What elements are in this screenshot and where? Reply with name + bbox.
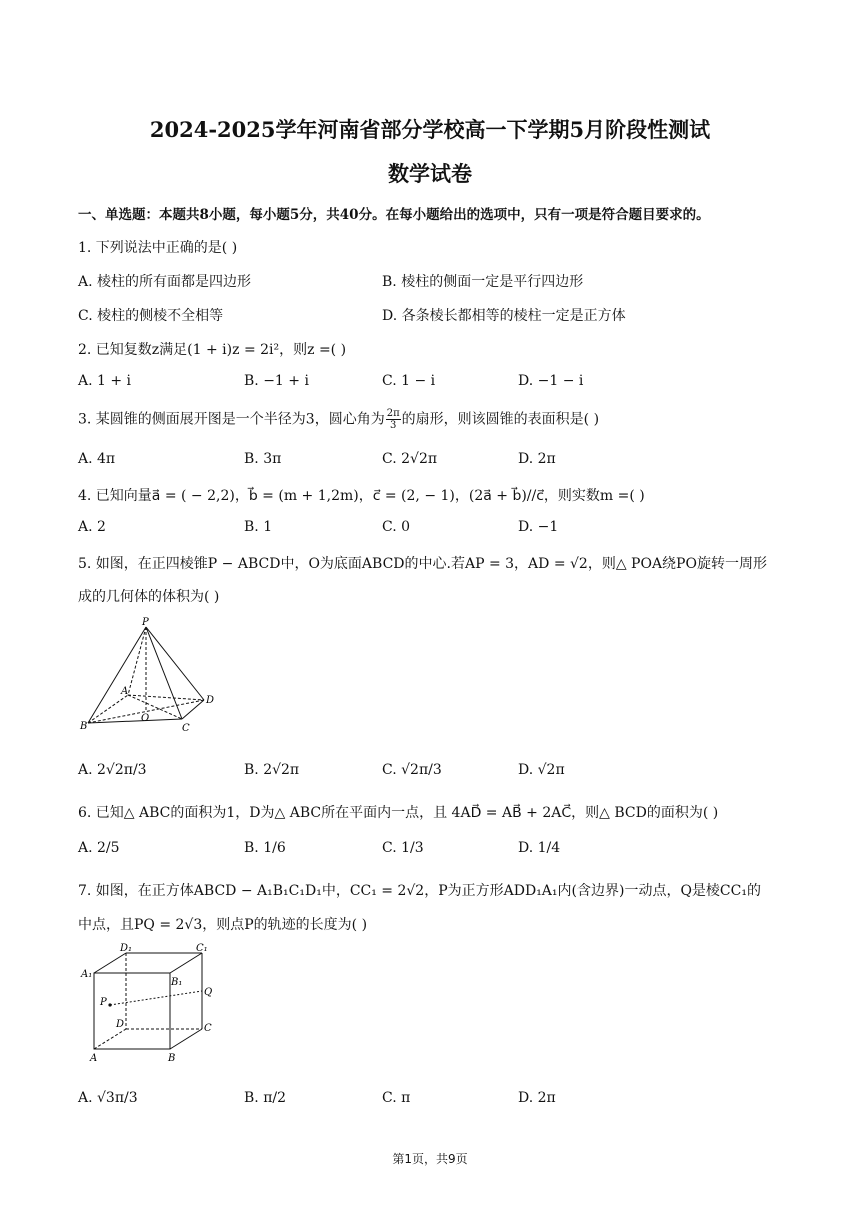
q5-option-d: D. √2π	[518, 762, 565, 778]
q1-option-a: A. 棱柱的所有面都是四边形	[78, 274, 252, 290]
question-5-stem-line1: 5. 如图，在正四棱锥P − ABCD中，O为底面ABCD的中心.若AP = 3，AD = √2，则△ POA绕PO旋转一周形	[78, 556, 767, 572]
label-c: C	[204, 1023, 212, 1034]
question-6-stem: 6. 已知△ ABC的面积为1，D为△ ABC所在平面内一点，且 4AD⃗ = AB⃗ + 2AC⃗，则△ BCD的面积为( )	[78, 805, 719, 821]
q1-option-d: D. 各条棱长都相等的棱柱一定是正方体	[382, 308, 626, 324]
question-7-stem-line2: 中点，且PQ = 2√3，则点P的轨迹的长度为( )	[78, 917, 368, 933]
label-a1: A₁	[81, 969, 93, 980]
question-5-stem-line2: 成的几何体的体积为( )	[78, 589, 220, 605]
q2-option-b: B. −1 + i	[244, 373, 309, 389]
label-o: O	[141, 713, 150, 724]
cube-figure	[78, 943, 228, 1065]
page-footer: 第1页，共9页	[392, 1152, 468, 1166]
q6-option-a: A. 2/5	[78, 840, 120, 856]
q1-option-c: C. 棱柱的侧棱不全相等	[78, 308, 224, 324]
label-c: C	[182, 723, 190, 734]
document-subtitle: 数学试卷	[388, 161, 472, 186]
q3-angle-fraction	[386, 408, 401, 431]
label-a: A	[90, 1053, 98, 1064]
q7-option-a: A. √3π/3	[78, 1090, 138, 1106]
q3-option-a: A. 4π	[78, 451, 116, 467]
q5-option-a: A. 2√2π/3	[78, 762, 147, 778]
q3-stem-part1: 3. 某圆锥的侧面展开图是一个半径为3，圆心角为	[78, 411, 385, 428]
q1-option-b: B. 棱柱的侧面一定是平行四边形	[382, 274, 584, 290]
q4-option-c: C. 0	[382, 519, 411, 535]
q3-option-b: B. 3π	[244, 451, 282, 467]
label-b: B	[80, 721, 88, 732]
q3-frac-num: 2π	[386, 408, 400, 419]
q5-option-b: B. 2√2π	[244, 762, 300, 778]
label-b1: B₁	[171, 977, 183, 988]
q6-option-d: D. 1/4	[518, 840, 561, 856]
document-title: 2024-2025学年河南省部分学校高一下学期5月阶段性测试	[149, 117, 711, 142]
q7-option-d: D. 2π	[518, 1090, 556, 1106]
label-b: B	[168, 1053, 176, 1064]
section-heading: 一、单选题：本题共8小题，每小题5分，共40分。在每小题给出的选项中，只有一项是符合题目要求的。	[78, 207, 710, 223]
label-d1: D₁	[120, 943, 133, 954]
q2-option-a: A. 1 + i	[78, 373, 132, 389]
q6-option-b: B. 1/6	[244, 840, 286, 856]
label-a: A	[121, 686, 129, 697]
question-7-stem-line1: 7. 如图，在正方体ABCD − A₁B₁C₁D₁中，CC₁ = 2√2，P为正方形ADD₁A₁内(含边界)一动点，Q是棱CC₁的	[78, 883, 761, 899]
q2-option-c: C. 1 − i	[382, 373, 436, 389]
label-d: D	[206, 695, 215, 706]
q5-option-c: C. √2π/3	[382, 762, 442, 778]
label-p: P	[142, 617, 149, 628]
q3-frac-den: 3	[390, 420, 397, 431]
label-p: P	[100, 997, 107, 1008]
q7-option-c: C. π	[382, 1090, 411, 1106]
q4-option-d: D. −1	[518, 519, 559, 535]
q2-option-d: D. −1 − i	[518, 373, 584, 389]
label-c1: C₁	[196, 943, 208, 954]
q4-option-a: A. 2	[78, 519, 106, 535]
pyramid-figure	[78, 615, 228, 737]
question-3-stem	[78, 408, 599, 431]
q3-option-d: D. 2π	[518, 451, 556, 467]
label-d: D	[116, 1019, 125, 1030]
question-4-stem: 4. 已知向量a⃗ = ( − 2,2)，b⃗ = (m + 1,2m)，c⃗ = (2, − 1)，(2a⃗ + b⃗)//c⃗，则实数m =( )	[78, 488, 645, 504]
question-2-stem: 2. 已知复数z满足(1 + i)z = 2i²，则z =( )	[78, 342, 347, 358]
q7-option-b: B. π/2	[244, 1090, 287, 1106]
label-q: Q	[204, 987, 213, 998]
q3-stem-part2: 的扇形，则该圆锥的表面积是( )	[401, 411, 600, 428]
q6-option-c: C. 1/3	[382, 840, 424, 856]
q3-option-c: C. 2√2π	[382, 451, 438, 467]
q4-option-b: B. 1	[244, 519, 273, 535]
question-1-stem: 1. 下列说法中正确的是( )	[78, 240, 238, 256]
